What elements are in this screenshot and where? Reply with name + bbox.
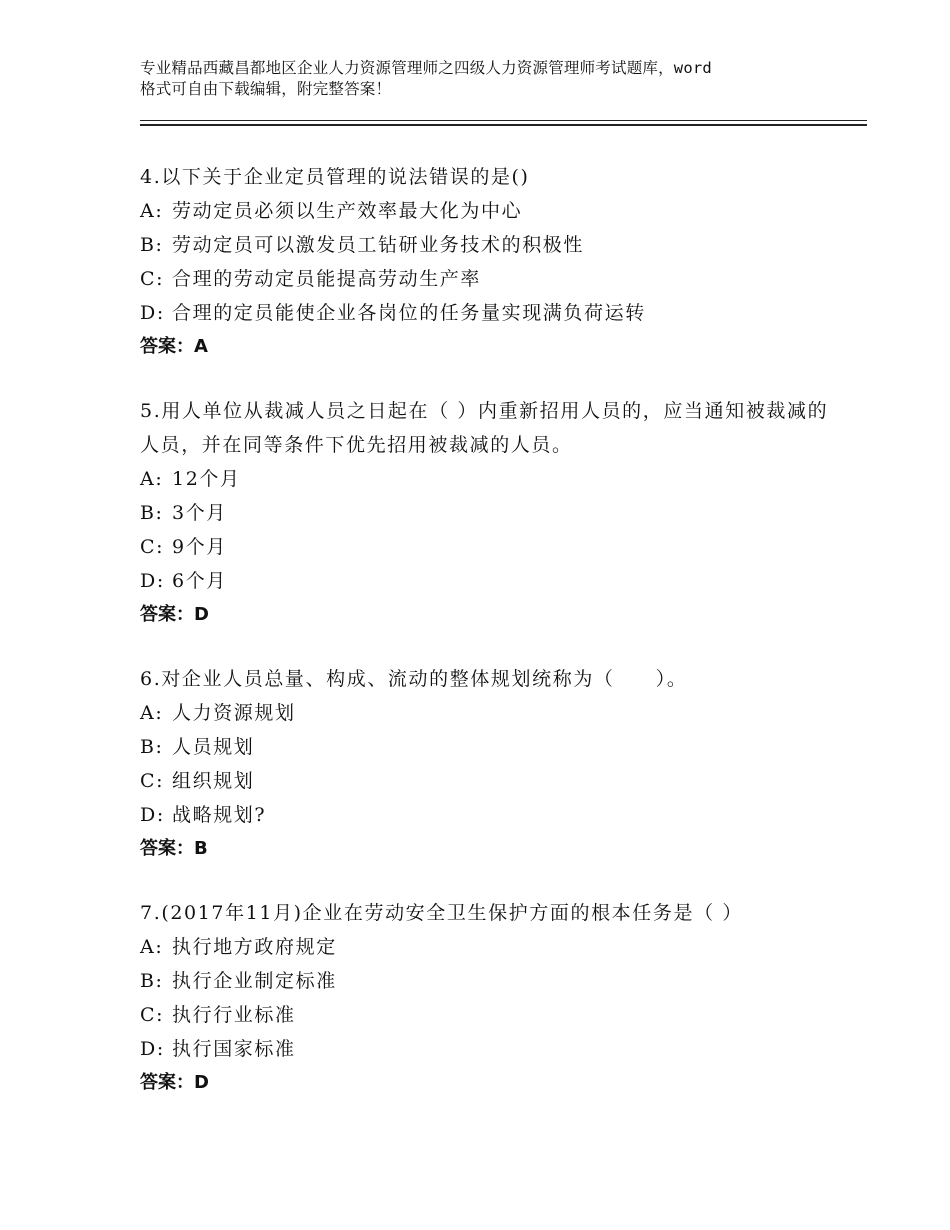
option-c (140, 998, 840, 1032)
option-text: 组织规划 (172, 770, 255, 792)
option-b (140, 228, 840, 262)
option-text: 12个月 (172, 468, 241, 490)
option-key: B: (140, 970, 164, 992)
question-stem: 7.(2017年11月)企业在劳动安全卫生保护方面的根本任务是（ ） (140, 902, 743, 924)
option-text: 合理的定员能使企业各岗位的任务量实现满负荷运转 (172, 302, 646, 324)
document-header (140, 58, 840, 100)
option-text: 人员规划 (172, 736, 255, 758)
option-d (140, 798, 840, 832)
option-d (140, 296, 840, 330)
option-text: 合理的劳动定员能提高劳动生产率 (172, 268, 482, 290)
option-key: D: (140, 1038, 165, 1060)
answer-label: 答案：D (140, 1072, 209, 1093)
header-divider-thick (140, 124, 867, 126)
answer-label: 答案：A (140, 336, 208, 357)
option-text: 3个月 (172, 502, 227, 524)
option-text: 执行行业标准 (172, 1004, 296, 1026)
option-key: A: (140, 702, 164, 724)
option-a (140, 696, 840, 730)
question-stem: 5.用人单位从裁减人员之日起在（ ）内重新招用人员的，应当通知被裁减的人员，并在同等条件下优先招用被裁减的人员。 (140, 400, 829, 456)
option-key: A: (140, 200, 164, 222)
option-text: 劳动定员必须以生产效率最大化为中心 (172, 200, 523, 222)
question-5 (140, 394, 840, 632)
header-title-line-2: 格式可自由下载编辑，附完整答案！ (140, 80, 392, 98)
option-key: B: (140, 502, 164, 524)
option-text: 人力资源规划 (172, 702, 296, 724)
option-key: D: (140, 804, 165, 826)
header-divider-thin (140, 120, 867, 121)
option-a (140, 194, 840, 228)
option-text: 9个月 (172, 536, 227, 558)
answer-label: 答案：D (140, 604, 209, 625)
option-key: C: (140, 536, 165, 558)
question-stem: 6.对企业人员总量、构成、流动的整体规划统称为（ ）。 (140, 668, 688, 690)
header-title-line-1: 专业精品西藏昌都地区企业人力资源管理师之四级人力资源管理师考试题库，word (140, 59, 712, 77)
option-key: C: (140, 268, 165, 290)
option-key: C: (140, 770, 165, 792)
option-a (140, 462, 840, 496)
option-text: 执行企业制定标准 (172, 970, 337, 992)
option-d (140, 1032, 840, 1066)
option-b (140, 730, 840, 764)
option-text: 6个月 (172, 570, 227, 592)
answer-label: 答案：B (140, 838, 208, 859)
option-a (140, 930, 840, 964)
option-d (140, 564, 840, 598)
option-b (140, 964, 840, 998)
option-c (140, 764, 840, 798)
option-text: 战略规划? (172, 804, 267, 826)
option-b (140, 496, 840, 530)
option-key: B: (140, 234, 164, 256)
question-6 (140, 662, 840, 866)
option-text: 执行地方政府规定 (172, 936, 337, 958)
question-list (140, 160, 840, 1130)
option-key: D: (140, 302, 165, 324)
option-key: D: (140, 570, 165, 592)
option-key: C: (140, 1004, 165, 1026)
option-c (140, 530, 840, 564)
option-key: A: (140, 936, 164, 958)
question-stem: 4.以下关于企业定员管理的说法错误的是() (140, 166, 530, 188)
option-key: A: (140, 468, 164, 490)
option-text: 执行国家标准 (172, 1038, 296, 1060)
option-key: B: (140, 736, 164, 758)
option-c (140, 262, 840, 296)
question-7 (140, 896, 840, 1100)
question-4 (140, 160, 840, 364)
option-text: 劳动定员可以激发员工钻研业务技术的积极性 (172, 234, 585, 256)
